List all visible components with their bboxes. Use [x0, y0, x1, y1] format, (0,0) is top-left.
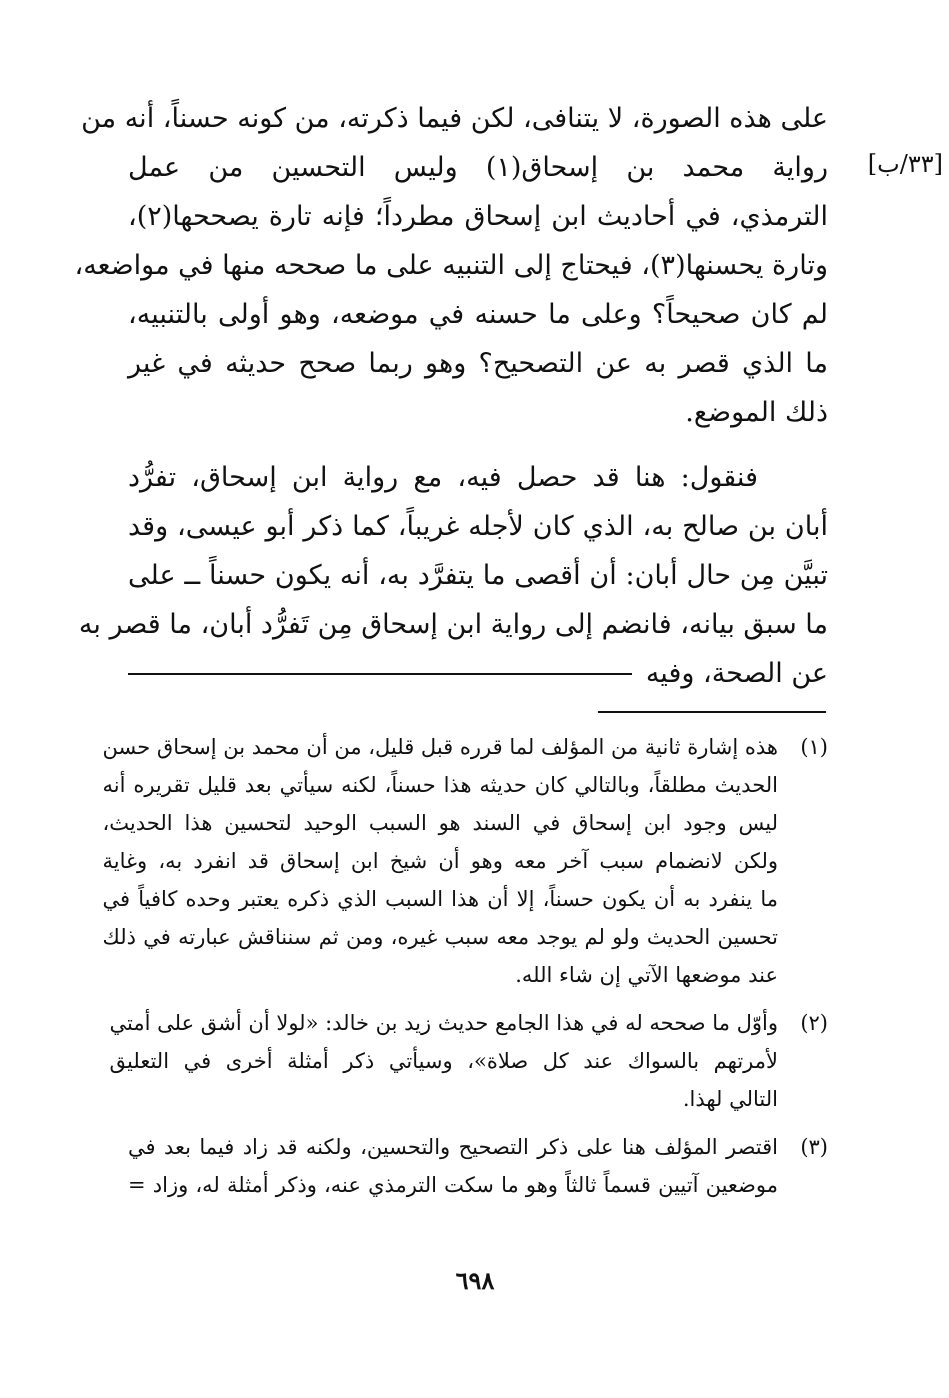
- text-line: ما سبق بيانه، فانضم إلى رواية ابن إسحاق مِن تَفرُّد أبان، ما قصر به: [78, 609, 828, 640]
- text-line: على هذه الصورة، لا يتنافى، لكن فيما ذكرته، من كونه حسناً، أنه من: [81, 103, 828, 134]
- footnote-line: لأمرتهم بالسواك عند كل صلاة»، وسيأتي ذكر أمثلة أخرى في التعليق: [109, 1049, 778, 1073]
- continuation-rule: [128, 673, 632, 675]
- footnote-line: اقتصر المؤلف هنا على ذكر التصحيح والتحسين، ولكنه قد زاد فيما بعد في: [128, 1135, 778, 1159]
- footnote-body: [128, 1128, 778, 1204]
- footnote-body: [103, 728, 778, 994]
- paragraph-2: [78, 453, 828, 698]
- footnote-line: هذه إشارة ثانية من المؤلف لما قرره قبل قليل، من أن محمد بن إسحاق حسن: [102, 735, 778, 759]
- footnote-line: الحديث مطلقاً، وبالتالي كان حديثه هذا حسناً، لكنه سيأتي بعد قليل تقريره أنه: [102, 773, 778, 797]
- footnote-line: ولكن لانضمام سبب آخر معه وهو أن شيخ ابن إسحاق قد انفرد به، وغاية: [102, 849, 778, 873]
- text-line: الترمذي، في أحاديث ابن إسحاق مطرداً؛ فإنه تارة يصححها(٢)،: [128, 201, 828, 232]
- text-line-end: عن الصحة، وفيه: [645, 658, 828, 689]
- footnotes: [102, 728, 828, 1214]
- footnote-body: [110, 1004, 778, 1118]
- text-line: وتارة يحسنها(٣)، فيحتاج إلى التنبيه على ما صححه منها في مواضعه،: [74, 250, 828, 281]
- footnote-line: تحسين الحديث ولو لم يوجد معه سبب غيره، ومن ثم سنناقش عبارته في ذلك: [102, 925, 778, 949]
- text-line: ذلك الموضع.: [685, 397, 828, 428]
- footnote-number: (٣): [800, 1135, 828, 1159]
- text-line-continued: [128, 649, 828, 698]
- text-line: ما الذي قصر به عن التصحيح؟ وهو ربما صحح حديثه في غير: [128, 348, 828, 379]
- footnote-line: ليس وجود ابن إسحاق في السند هو السبب الوحيد لتحسين هذا الحديث،: [102, 811, 778, 835]
- footnote-number: (٢): [800, 1011, 828, 1035]
- footnote-separator: [598, 711, 826, 713]
- footnote: [128, 1128, 828, 1204]
- main-text: [74, 94, 828, 698]
- footnote: [109, 1004, 828, 1118]
- text-line: تبيَّن مِن حال أبان: أن أقصى ما يتفرَّد به، أنه يكون حسناً ــ على: [128, 560, 828, 591]
- footnote-line: عند موضعها الآتي إن شاء الله.: [515, 963, 778, 987]
- text-line: رواية محمد بن إسحاق(١) وليس التحسين من عمل: [128, 152, 828, 183]
- footnote-line: التالي لهذا.: [682, 1087, 778, 1111]
- footnote-line: موضعين آتيين قسماً ثالثاً وهو ما سكت الترمذي عنه، وذكر أمثلة له، وزاد =: [128, 1173, 778, 1197]
- text-line: أبان بن صالح به، الذي كان لأجله غريباً، كما ذكر أبو عيسى، وقد: [128, 511, 828, 542]
- page-number: ٦٩٨: [455, 1266, 495, 1295]
- text-line: لم كان صحيحاً؟ وعلى ما حسنه في موضعه، وهو أولى بالتنبيه،: [128, 299, 828, 330]
- footnote-line: ما ينفرد به أن يكون حسناً، إلا أن هذا السبب الذي ذكره يعتبر وحده كافياً في: [102, 887, 778, 911]
- footnote-line: وأوّل ما صححه له في هذا الجامع حديث زيد بن خالد: «لولا أن أشق على أمتي: [109, 1011, 778, 1035]
- footnote-number: (١): [800, 735, 828, 759]
- text-line: فنقول: هنا قد حصل فيه، مع رواية ابن إسحاق، تفرُّد: [128, 462, 758, 493]
- footnote: [102, 728, 828, 994]
- marginal-folio-reference: [٣٣/ب]: [867, 150, 943, 178]
- paragraph-1: [74, 94, 828, 437]
